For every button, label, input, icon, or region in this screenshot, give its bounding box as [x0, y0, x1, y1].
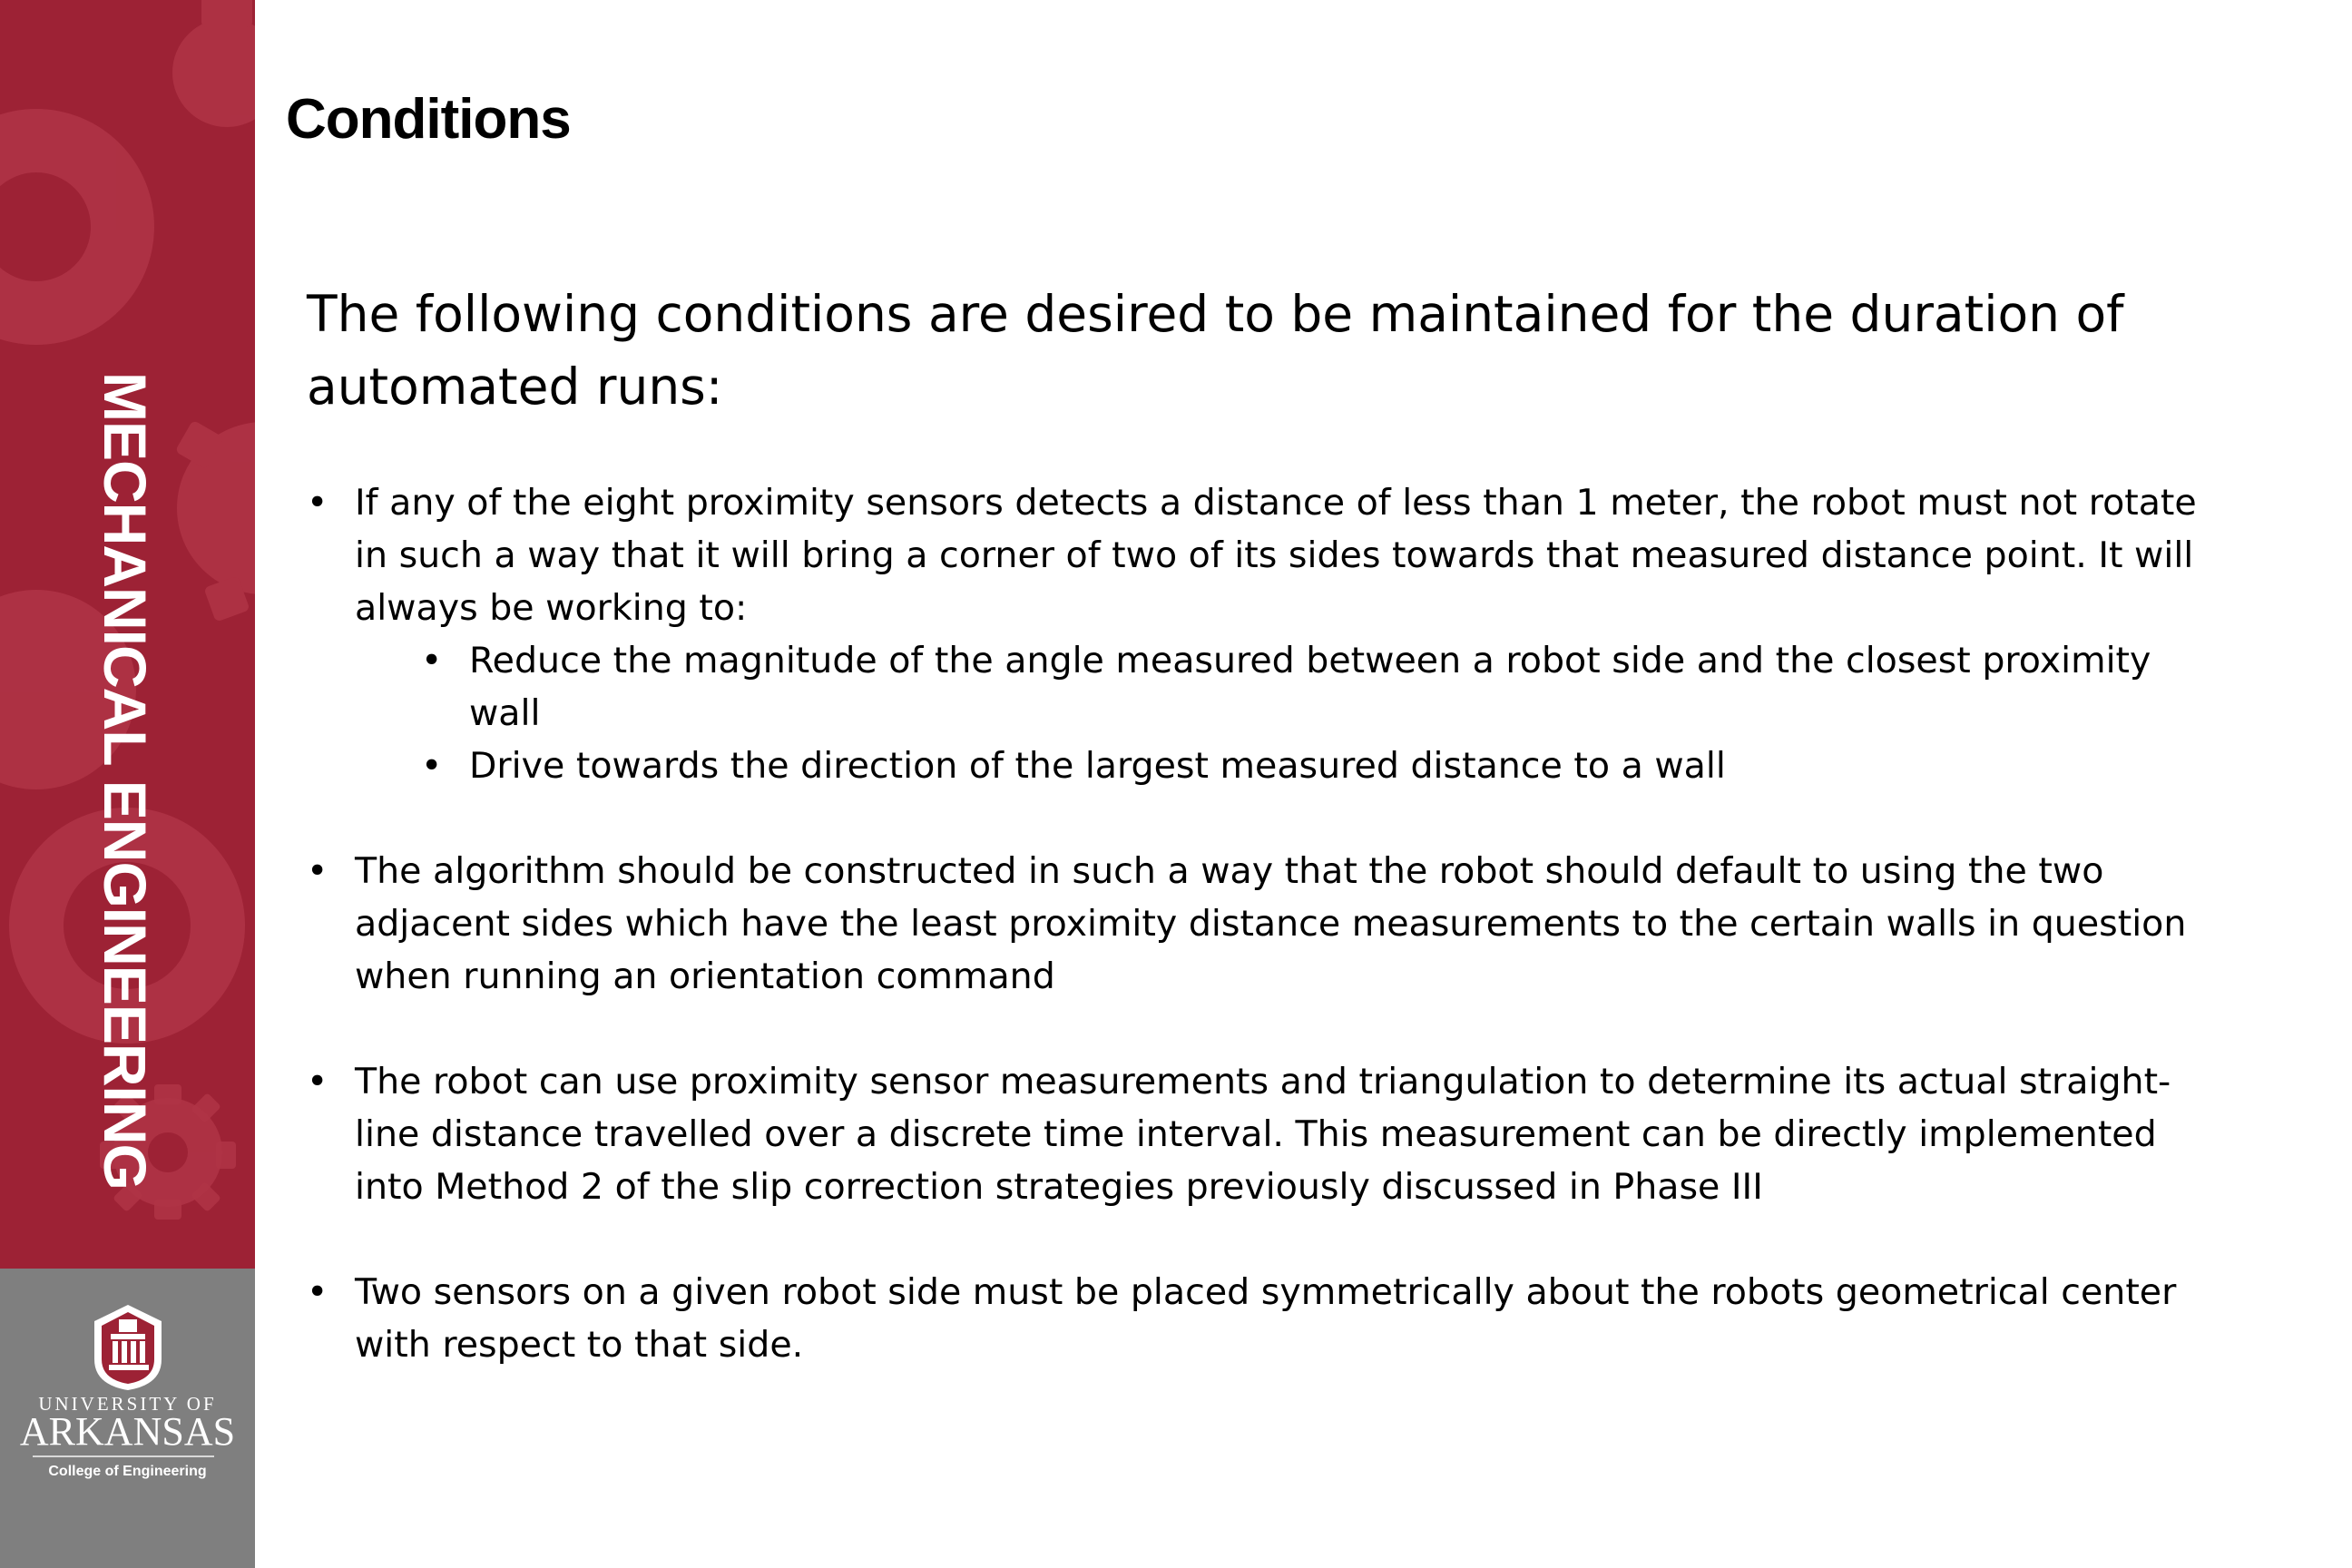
sidebar — [0, 0, 255, 1568]
bullet-list — [307, 476, 2230, 1424]
bullet-dot: • — [307, 482, 328, 524]
sub-bullet-text: Reduce the magnitude of the angle measured between a robot side and the closest proximity wall — [469, 640, 2151, 734]
bullet-dot: • — [307, 1061, 328, 1102]
old-main-seal-icon — [89, 1303, 167, 1392]
bullet-text: The robot can use proximity sensor measurements and triangulation to determine its actual straight-line distance travelled over a discrete time interval. This measurement can be directly implemented into Method 2 of the slip correction strategies previously discussed in Phase III — [355, 1061, 2171, 1208]
logo-college-of-engineering: College of Engineering — [48, 1464, 207, 1479]
bullet-item — [307, 1266, 2230, 1371]
bullet-text: Two sensors on a given robot side must be placed symmetrically about the robots geometrical center with respect to that side. — [355, 1271, 2177, 1366]
bullet-item — [307, 845, 2230, 1003]
logo-divider — [33, 1455, 214, 1457]
bullet-dot: • — [421, 640, 443, 681]
sub-bullet-list — [355, 634, 2230, 792]
sub-bullet-item — [421, 634, 2230, 740]
slide-intro: The following conditions are desired to be maintained for the duration of automated runs: — [307, 285, 2124, 416]
logo-arkansas: ARKANSAS — [19, 1409, 236, 1454]
bullet-text: The algorithm should be constructed in such a way that the robot should default to using the two adjacent sides which have the least proximity distance measurements to the certain walls in question when running an orientation command — [355, 850, 2187, 997]
sub-bullet-item — [421, 740, 2230, 792]
bullet-dot: • — [307, 850, 328, 892]
slide-title: Conditions — [286, 88, 571, 151]
sidebar-red-panel — [0, 0, 255, 1269]
sub-bullet-text: Drive towards the direction of the largest measured distance to a wall — [469, 745, 1726, 787]
logo-university-of: UNIVERSITY OF — [38, 1393, 217, 1415]
university-logo — [0, 1269, 255, 1568]
bullet-item — [307, 1055, 2230, 1213]
bullet-dot: • — [307, 1271, 328, 1313]
bullet-item — [307, 476, 2230, 792]
bullet-dot: • — [421, 745, 443, 787]
vertical-department-title: MECHANICAL ENGINEERING — [92, 372, 159, 1190]
bullet-text: If any of the eight proximity sensors detects a distance of less than 1 meter, the robot must not rotate in such a way that it will bring a corner of two of its sides towards that measured distance point. It will always be working to: — [355, 482, 2197, 629]
